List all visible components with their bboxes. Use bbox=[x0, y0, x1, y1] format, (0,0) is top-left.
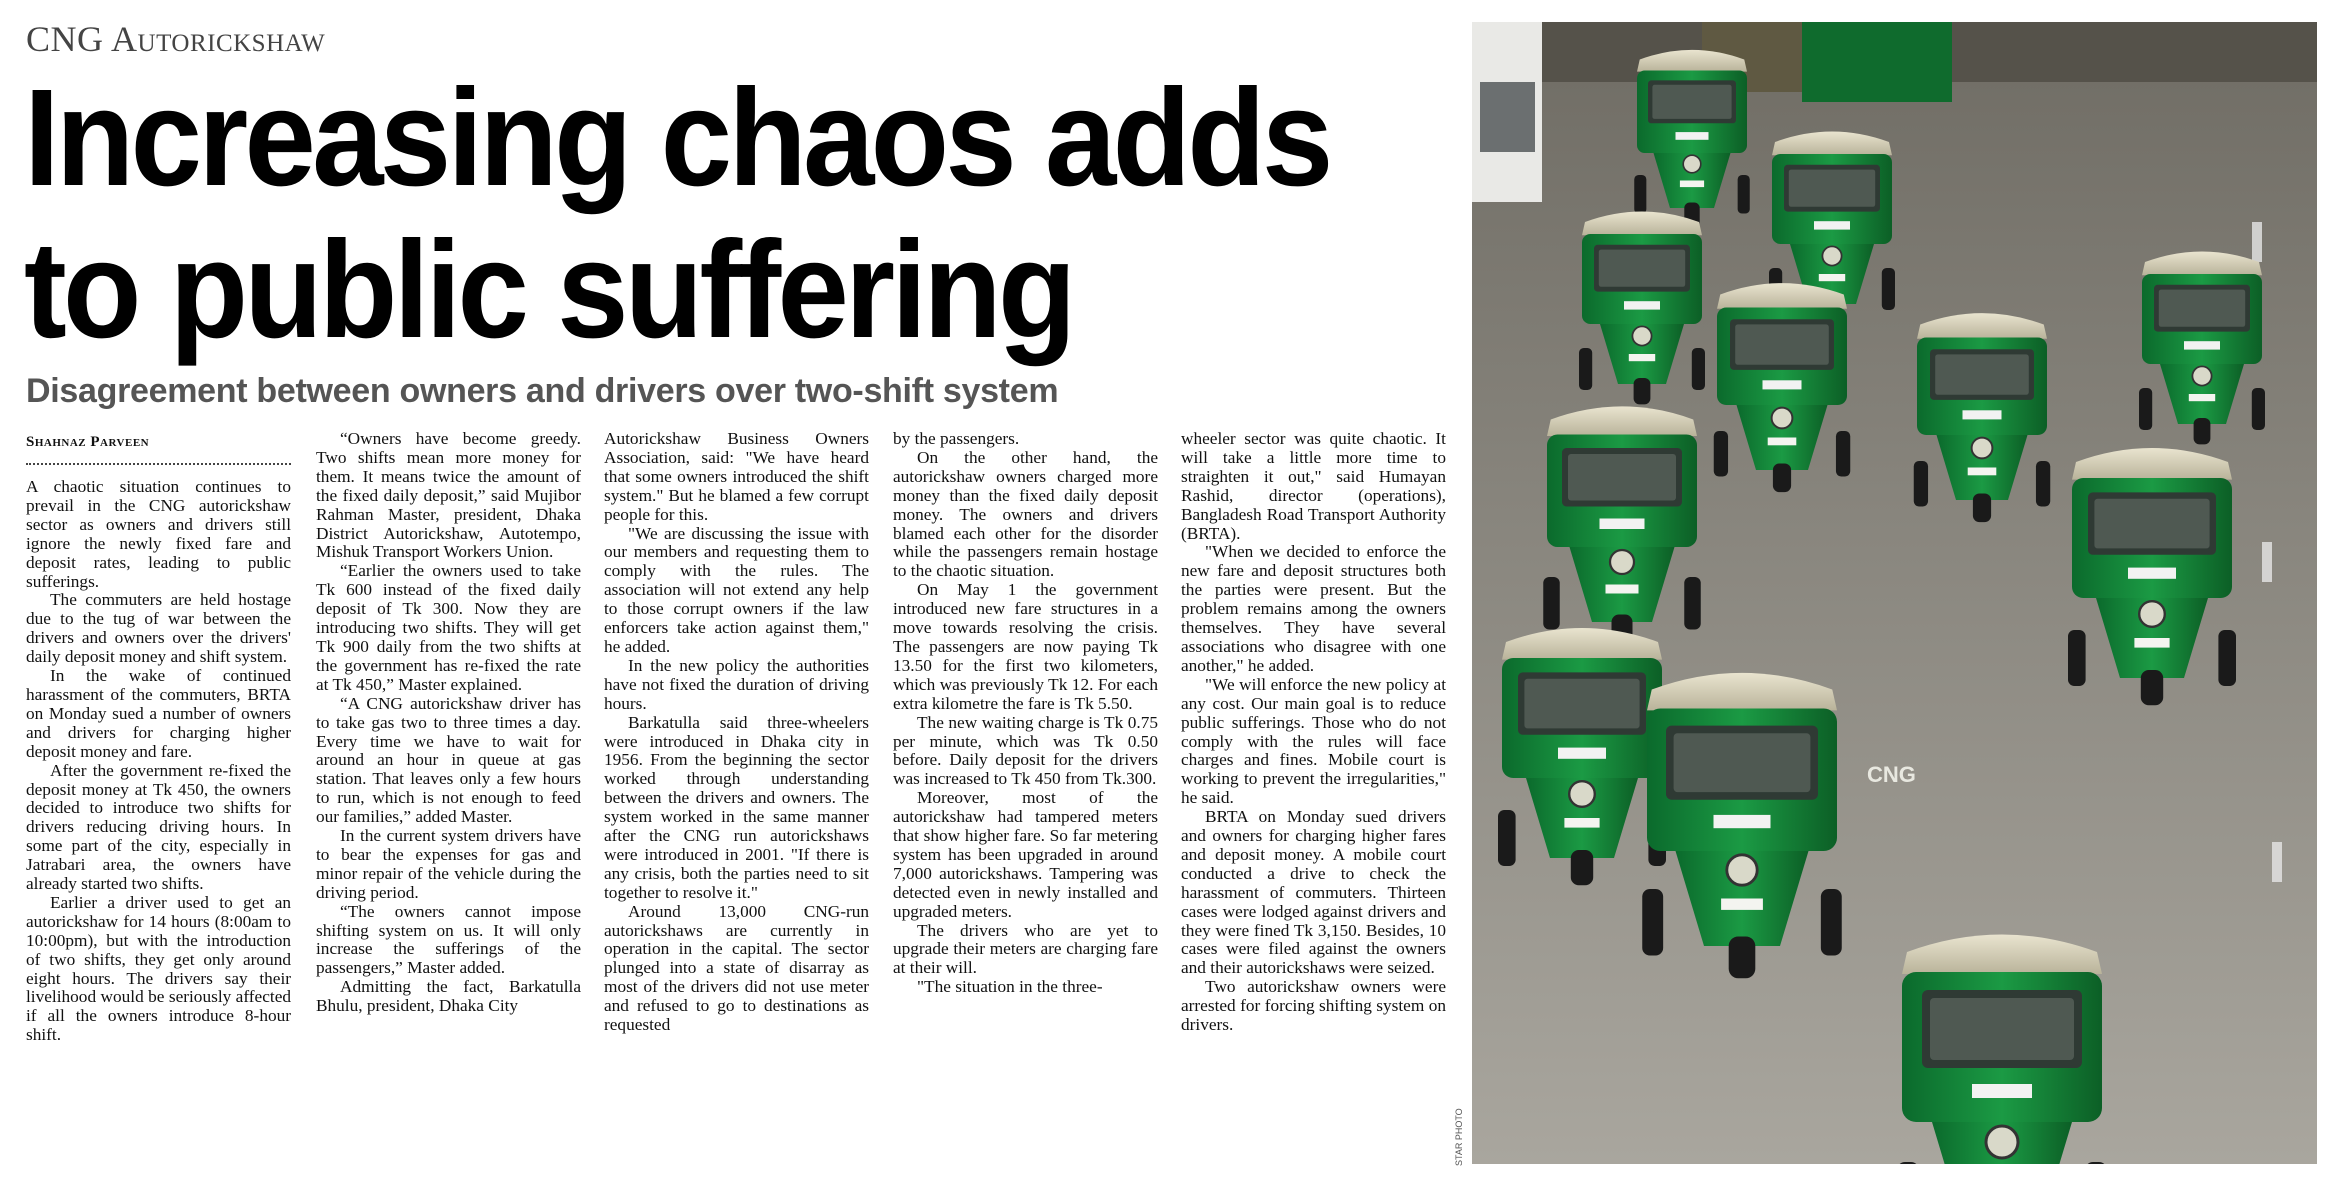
paragraph: In the wake of continued harassment of the commuters, BRTA on Monday sued a number of owners and drivers for charging higher deposit money and fare. bbox=[26, 666, 291, 761]
headline-line-2: to public suffering bbox=[24, 213, 1073, 367]
paragraph: A chaotic situation continues to prevail in the CNG autorickshaw sector as owners and drivers still ignore the newly fixed fare and deposit rates, leading to public sufferings. bbox=[26, 478, 291, 591]
article-column-2 bbox=[316, 430, 581, 1170]
news-photo bbox=[1472, 22, 2317, 1164]
photo-credit: STAR PHOTO bbox=[1454, 1108, 1464, 1166]
paragraph: Moreover, most of the autorickshaw had tampered meters that show higher fare. So far metering system has been upgraded in around 7,000 autorickshaws. Tampering was detected even in newly installed and upgraded meters. bbox=[893, 788, 1158, 921]
article-column-4 bbox=[893, 430, 1158, 1170]
article-column-5 bbox=[1181, 430, 1446, 1170]
paragraph: BRTA on Monday sued drivers and owners for charging higher fares and deposit money. A mobile court conducted a drive to check the harassment of commuters. Thirteen cases were lodged against drivers and they were fined Tk 3,150. Besides, 10 cases were filed against the owners and their autorickshaws were seized. bbox=[1181, 807, 1446, 978]
paragraph: The commuters are held hostage due to the tug of war between the drivers and owners over the drivers' daily deposit money and shift system. bbox=[26, 590, 291, 667]
section-label: CNG Autorickshaw bbox=[26, 19, 326, 59]
paragraph: by the passengers. bbox=[893, 430, 1020, 448]
paragraph: “A CNG autorickshaw driver has to take gas two to three times a day. Every time we have to wait for around an hour in queue at gas station. That leaves only a few hours to run, which is not enough to feed our families,” added Master. bbox=[316, 693, 581, 827]
paragraph: “The owners cannot impose shifting system on us. It will only increase the sufferings of the passengers,” Master added. bbox=[316, 901, 581, 978]
paragraph: wheeler sector was quite chaotic. It will take a little more time to straighten it out," said Humayan Rashid, director (operations), Bangladesh Road Transport Authority (BRTA). bbox=[1181, 430, 1446, 543]
subheadline: Disagreement between owners and drivers over two-shift system bbox=[26, 372, 1059, 410]
paragraph: Barkatulla said three-wheelers were introduced in Dhaka city in 1956. From the beginning the sector worked through understanding between the drivers and owners. The system worked in the same manner after the CNG run autorickshaws were introduced in 2001. "If there is any crisis, both the parties need to sit together to resolve it." bbox=[604, 712, 869, 902]
paragraph: "When we decided to enforce the new fare and deposit structures both the parties were present. But the problem remains among the owners themselves. They have several associations who disagree with one another," he added. bbox=[1181, 542, 1446, 675]
paragraph: “Owners have become greedy. Two shifts mean more money for them. It means twice the amount of the fixed daily deposit,” said Mujibor Rahman Master, president, Dhaka District Autorickshaw, Autotempo, Mishuk Transport Workers Union. bbox=[316, 430, 581, 562]
photo-cng-label: CNG bbox=[1867, 762, 1916, 787]
headline-line-1: Increasing chaos adds bbox=[24, 61, 1330, 215]
paragraph: In the new policy the authorities have not fixed the duration of driving hours. bbox=[604, 655, 869, 713]
paragraph: "The situation in the three- bbox=[917, 977, 1103, 997]
paragraph: On the other hand, the autorickshaw owners charged more money than the fixed daily deposit money. The owners and drivers blamed each other for the disorder while the passengers remain hostage to the chaotic situation. bbox=[893, 447, 1158, 581]
paragraph: In the current system drivers have to bear the expenses for gas and minor repair of the vehicle during the driving period. bbox=[316, 826, 581, 902]
article-column-3 bbox=[604, 430, 869, 1170]
autorickshaw-traffic-photo bbox=[1472, 22, 2317, 1164]
paragraph: Admitting the fact, Barkatulla Bhulu, president, Dhaka City bbox=[316, 977, 581, 1016]
headline bbox=[24, 62, 1345, 366]
paragraph: Earlier a driver used to get an autorickshaw for 14 hours (8:00am to 10:00pm), but with the introduction of two shifts, they get only around eight hours. The drivers say their livelihood would be seriously affected if all the owners introduce 8-hour shift. bbox=[26, 892, 291, 1045]
paragraph: Around 13,000 CNG-run autorickshaws are currently in operation in the capital. The sector plunged into a state of disarray as most of the drivers did not use meter and refused to go to destinations as requested bbox=[604, 901, 869, 1035]
paragraph: “Earlier the owners used to take Tk 600 instead of the fixed daily deposit of Tk 300. Now they are introducing two shifts. They will get Tk 900 daily from the two shifts at the government has re-fixed the rate at Tk 450,” Master explained. bbox=[316, 561, 581, 694]
paragraph: The drivers who are yet to upgrade their meters are charging fare at their will. bbox=[893, 920, 1158, 978]
paragraph: "We are discussing the issue with our members and requesting them to comply with the rules. The association will not extend any help to those corrupt owners if the law enforcers take action against them," he added. bbox=[604, 523, 869, 656]
paragraph: The new waiting charge is Tk 0.75 per minute, which was Tk 0.50 before. Daily deposit for the drivers was increased to Tk 450 from Tk.300. bbox=[893, 712, 1158, 789]
paragraph: "We will enforce the new policy at any cost. Our main goal is to reduce public sufferings. Those who do not comply with the rules will face charges and fines. Mobile court is working to prevent the irregularities," he said. bbox=[1181, 674, 1446, 808]
paragraph: Two autorickshaw owners were arrested for forcing shifting system on drivers. bbox=[1181, 977, 1446, 1035]
paragraph: On May 1 the government introduced new fare structures in a move towards resolving the crisis. The passengers are now paying Tk 13.50 for the first two kilometers, which was previously Tk 12. For each extra kilometre the fare is Tk 5.50. bbox=[893, 580, 1158, 713]
article-column-1 bbox=[26, 478, 291, 1170]
paragraph: After the government re-fixed the deposit money at Tk 450, the owners decided to introduce two shifts for drivers reducing driving hours. In some part of the city, especially in Jatrabari area, the owners have already started two shifts. bbox=[26, 760, 291, 894]
byline: Shahnaz Parveen bbox=[26, 434, 291, 465]
paragraph: Autorickshaw Business Owners Association, said: "We have heard that some owners introduced the shift system." But he blamed a few corrupt people for this. bbox=[604, 430, 869, 524]
